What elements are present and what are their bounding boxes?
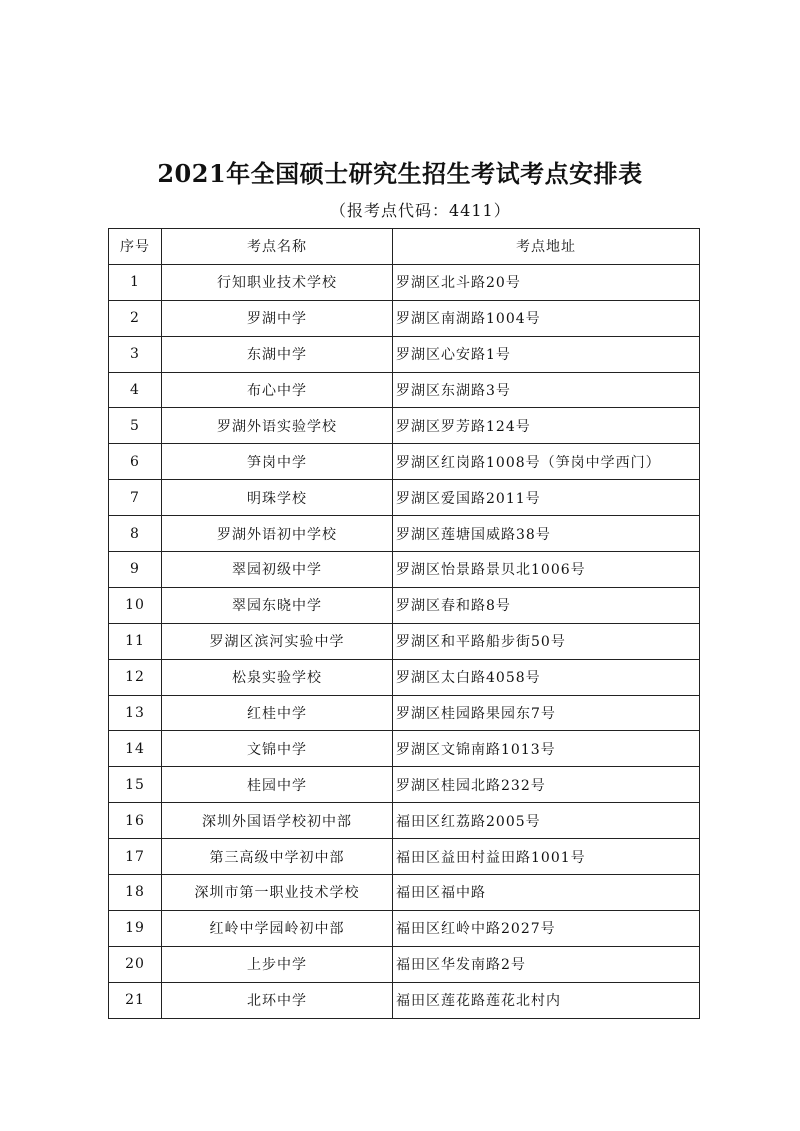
cell-index: 3 [109, 336, 162, 372]
table-header-row [109, 229, 700, 265]
table-row [109, 300, 700, 336]
table-row [109, 552, 700, 588]
cell-site-name: 翠园东晓中学 [162, 587, 393, 623]
cell-index: 21 [109, 982, 162, 1018]
header-site-address: 考点地址 [393, 229, 700, 265]
exam-site-table [108, 228, 700, 1019]
cell-site-address: 福田区红岭中路2027号 [393, 910, 700, 946]
cell-site-address: 罗湖区桂园北路232号 [393, 767, 700, 803]
table-body [109, 264, 700, 1018]
cell-index: 1 [109, 264, 162, 300]
cell-site-name: 红桂中学 [162, 695, 393, 731]
cell-index: 5 [109, 408, 162, 444]
cell-site-name: 桂园中学 [162, 767, 393, 803]
table-row [109, 839, 700, 875]
cell-index: 8 [109, 516, 162, 552]
cell-site-address: 福田区莲花路莲花北村内 [393, 982, 700, 1018]
cell-site-name: 罗湖外语初中学校 [162, 516, 393, 552]
cell-site-name: 翠园初级中学 [162, 552, 393, 588]
table-row [109, 623, 700, 659]
cell-site-address: 罗湖区罗芳路124号 [393, 408, 700, 444]
cell-site-name: 布心中学 [162, 372, 393, 408]
cell-index: 12 [109, 659, 162, 695]
cell-site-name: 明珠学校 [162, 480, 393, 516]
cell-index: 13 [109, 695, 162, 731]
cell-site-name: 第三高级中学初中部 [162, 839, 393, 875]
cell-site-address: 罗湖区文锦南路1013号 [393, 731, 700, 767]
cell-site-name: 上步中学 [162, 946, 393, 982]
table-row [109, 659, 700, 695]
cell-site-name: 行知职业技术学校 [162, 264, 393, 300]
cell-index: 14 [109, 731, 162, 767]
cell-index: 15 [109, 767, 162, 803]
cell-index: 19 [109, 910, 162, 946]
cell-index: 16 [109, 803, 162, 839]
table-row [109, 516, 700, 552]
cell-site-name: 罗湖外语实验学校 [162, 408, 393, 444]
cell-site-address: 罗湖区春和路8号 [393, 587, 700, 623]
cell-site-address: 罗湖区东湖路3号 [393, 372, 700, 408]
cell-site-name: 北环中学 [162, 982, 393, 1018]
table-row [109, 731, 700, 767]
cell-index: 4 [109, 372, 162, 408]
table-row [109, 803, 700, 839]
cell-site-address: 罗湖区北斗路20号 [393, 264, 700, 300]
cell-index: 11 [109, 623, 162, 659]
document-title: 2021年全国硕士研究生招生考试考点安排表 [157, 159, 643, 188]
cell-index: 7 [109, 480, 162, 516]
cell-site-address: 福田区红荔路2005号 [393, 803, 700, 839]
cell-site-name: 松泉实验学校 [162, 659, 393, 695]
header-site-name: 考点名称 [162, 229, 393, 265]
table-row [109, 587, 700, 623]
cell-index: 20 [109, 946, 162, 982]
cell-site-address: 福田区益田村益田路1001号 [393, 839, 700, 875]
cell-site-address: 罗湖区爱国路2011号 [393, 480, 700, 516]
table-row [109, 910, 700, 946]
cell-site-name: 东湖中学 [162, 336, 393, 372]
cell-site-address: 罗湖区桂园路果园东7号 [393, 695, 700, 731]
document-subtitle: （报考点代码：4411） [330, 201, 511, 220]
cell-index: 2 [109, 300, 162, 336]
table-row [109, 875, 700, 911]
table-row [109, 695, 700, 731]
table-row [109, 336, 700, 372]
cell-site-name: 罗湖中学 [162, 300, 393, 336]
cell-site-name: 文锦中学 [162, 731, 393, 767]
cell-site-address: 罗湖区心安路1号 [393, 336, 700, 372]
cell-index: 18 [109, 875, 162, 911]
cell-index: 17 [109, 839, 162, 875]
cell-site-address: 罗湖区怡景路景贝北1006号 [393, 552, 700, 588]
cell-site-name: 深圳外国语学校初中部 [162, 803, 393, 839]
cell-index: 9 [109, 552, 162, 588]
cell-index: 10 [109, 587, 162, 623]
table-row [109, 372, 700, 408]
cell-site-address: 罗湖区和平路船步街50号 [393, 623, 700, 659]
table-row [109, 982, 700, 1018]
table-row [109, 946, 700, 982]
cell-site-name: 深圳市第一职业技术学校 [162, 875, 393, 911]
header-index: 序号 [109, 229, 162, 265]
table-row [109, 767, 700, 803]
cell-site-address: 罗湖区太白路4058号 [393, 659, 700, 695]
cell-site-name: 笋岗中学 [162, 444, 393, 480]
cell-index: 6 [109, 444, 162, 480]
table-row [109, 264, 700, 300]
table-row [109, 408, 700, 444]
cell-site-address: 福田区华发南路2号 [393, 946, 700, 982]
cell-site-address: 罗湖区莲塘国威路38号 [393, 516, 700, 552]
cell-site-address: 罗湖区南湖路1004号 [393, 300, 700, 336]
cell-site-name: 罗湖区滨河实验中学 [162, 623, 393, 659]
cell-site-address: 罗湖区红岗路1008号（笋岗中学西门） [393, 444, 700, 480]
cell-site-address: 福田区福中路 [393, 875, 700, 911]
table-row [109, 480, 700, 516]
cell-site-name: 红岭中学园岭初中部 [162, 910, 393, 946]
table-row [109, 444, 700, 480]
